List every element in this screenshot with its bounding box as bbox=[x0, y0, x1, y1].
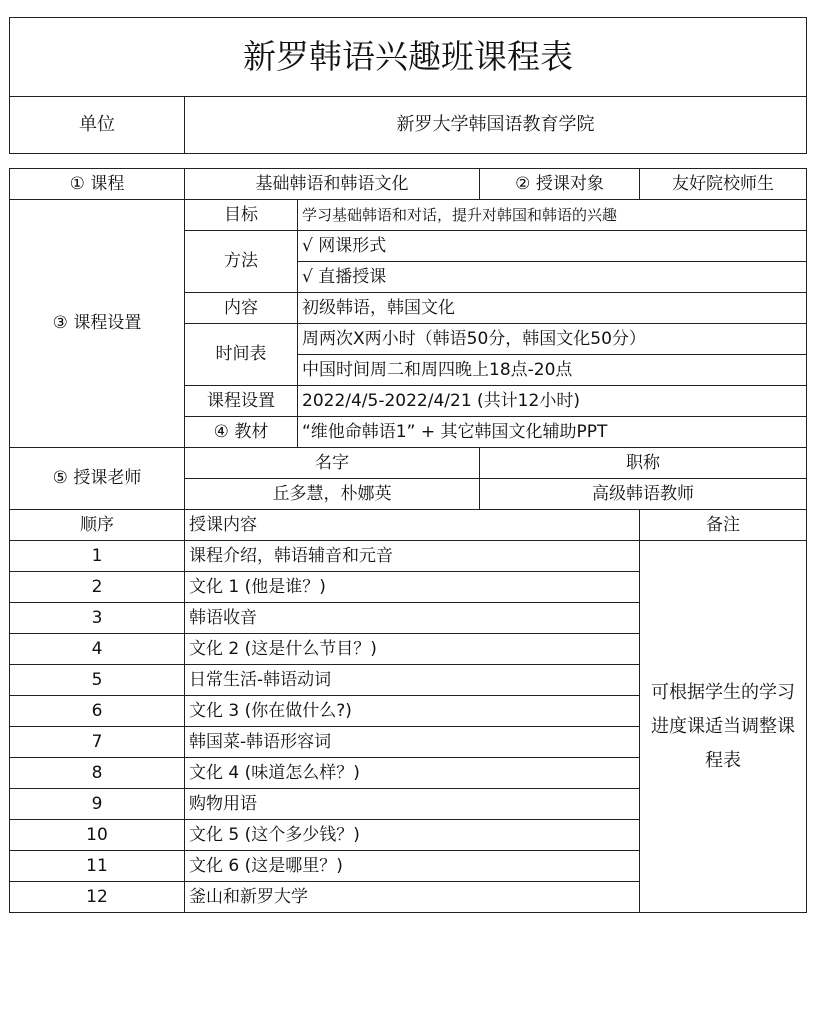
lesson-number: 3 bbox=[10, 603, 185, 634]
schedule-table bbox=[9, 168, 807, 913]
content-value: 初级韩语，韩国文化 bbox=[298, 293, 807, 324]
content-header: 授课内容 bbox=[185, 510, 640, 541]
lesson-content: 文化 2 (这是什么节目？) bbox=[185, 634, 640, 665]
teacher-title-header: 职称 bbox=[480, 448, 807, 479]
schedule-label: 时间表 bbox=[185, 324, 298, 386]
schedule-frequency: 周两次X两小时（韩语50分，韩国文化50分） bbox=[298, 324, 807, 355]
goal-row bbox=[10, 200, 807, 231]
teacher-name-header: 名字 bbox=[185, 448, 480, 479]
method-live: √ 直播授课 bbox=[298, 262, 807, 293]
textbook-value: “维他命韩语1” + 其它韩国文化辅助PPT bbox=[298, 417, 807, 448]
course-name: 基础韩语和韩语文化 bbox=[185, 169, 480, 200]
lesson-content: 文化 3 (你在做什么?) bbox=[185, 696, 640, 727]
lesson-content: 购物用语 bbox=[185, 789, 640, 820]
lesson-number: 7 bbox=[10, 727, 185, 758]
goal-value: 学习基础韩语和对话，提升对韩国和韩语的兴趣 bbox=[298, 200, 807, 231]
unit-value: 新罗大学韩国语教育学院 bbox=[185, 97, 807, 154]
teacher-label: ⑤ 授课老师 bbox=[10, 448, 185, 510]
lesson-content: 文化 1 (他是谁？) bbox=[185, 572, 640, 603]
order-header: 顺序 bbox=[10, 510, 185, 541]
page-title: 新罗韩语兴趣班课程表 bbox=[10, 18, 807, 97]
lesson-content: 日常生活-韩语动词 bbox=[185, 665, 640, 696]
audience-label: ② 授课对象 bbox=[480, 169, 640, 200]
lesson-number: 4 bbox=[10, 634, 185, 665]
header-table bbox=[9, 17, 807, 154]
lesson-number: 2 bbox=[10, 572, 185, 603]
lesson-content: 课程介绍，韩语辅音和元音 bbox=[185, 541, 640, 572]
period-label: 课程设置 bbox=[185, 386, 298, 417]
lesson-number: 12 bbox=[10, 882, 185, 913]
lesson-number: 1 bbox=[10, 541, 185, 572]
period-value: 2022/4/5-2022/4/21 (共计12小时) bbox=[298, 386, 807, 417]
remark-header: 备注 bbox=[640, 510, 807, 541]
schedule-time: 中国时间周二和周四晚上18点-20点 bbox=[298, 355, 807, 386]
lesson-number: 5 bbox=[10, 665, 185, 696]
teacher-names: 丘多慧，朴娜英 bbox=[185, 479, 480, 510]
method-online: √ 网课形式 bbox=[298, 231, 807, 262]
teacher-title: 高级韩语教师 bbox=[480, 479, 807, 510]
table-row bbox=[10, 541, 807, 572]
lesson-number: 11 bbox=[10, 851, 185, 882]
lesson-number: 6 bbox=[10, 696, 185, 727]
lesson-number: 10 bbox=[10, 820, 185, 851]
lesson-content: 韩语收音 bbox=[185, 603, 640, 634]
lesson-content: 文化 5 (这个多少钱？) bbox=[185, 820, 640, 851]
course-row bbox=[10, 169, 807, 200]
textbook-label: ④ 教材 bbox=[185, 417, 298, 448]
course-label: ① 课程 bbox=[10, 169, 185, 200]
method-label: 方法 bbox=[185, 231, 298, 293]
settings-label: ③ 课程设置 bbox=[10, 200, 185, 448]
lesson-content: 文化 6 (这是哪里？) bbox=[185, 851, 640, 882]
lesson-content: 韩国菜-韩语形容词 bbox=[185, 727, 640, 758]
lesson-header-row bbox=[10, 510, 807, 541]
lesson-content: 釜山和新罗大学 bbox=[185, 882, 640, 913]
lesson-content: 文化 4 (味道怎么样？) bbox=[185, 758, 640, 789]
remark-note: 可根据学生的学习进度课适当调整课程表 bbox=[640, 541, 807, 913]
goal-label: 目标 bbox=[185, 200, 298, 231]
lesson-number: 9 bbox=[10, 789, 185, 820]
unit-label: 单位 bbox=[10, 97, 185, 154]
content-label: 内容 bbox=[185, 293, 298, 324]
teacher-header-row bbox=[10, 448, 807, 479]
audience-value: 友好院校师生 bbox=[640, 169, 807, 200]
lesson-number: 8 bbox=[10, 758, 185, 789]
